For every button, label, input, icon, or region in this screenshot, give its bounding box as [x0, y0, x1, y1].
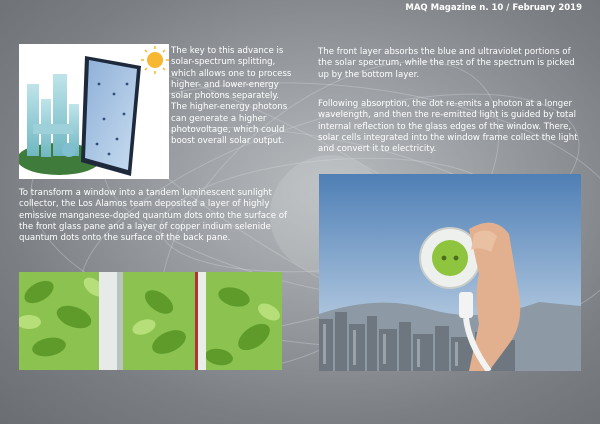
- paragraph-window-collector: To transform a window into a tandem luminescent sunlight collector, the Los Alamos team deposited a layer of highly emissive manganese-doped quantum dots onto the surface of the front glass pane and a layer of copper indium selenide quantum dots onto the surface of the back pane.: [19, 188, 288, 244]
- magazine-header: MAQ Magazine n. 10 / February 2019: [405, 3, 582, 13]
- leaves-window-photo: [19, 272, 282, 370]
- solar-window-illustration: [19, 44, 169, 179]
- paragraph-absorption: Following absorption, the dot re-emits a photon at a longer wavelength, and then the re-emitted light is guided by total internal reflection to the glass edges of the window. There, solar cells integrated into the window frame collect the light and convert it to electricity.: [318, 99, 578, 155]
- sun-icon: [141, 46, 169, 74]
- paragraph-intro: The key to this advance is solar-spectrum splitting, which allows one to process higher- and lower-energy solar photons separately. The higher-energy photons can generate a higher photovoltage, which could boost overall solar output.: [171, 46, 292, 147]
- paragraph-front-layer: The front layer absorbs the blue and ultraviolet portions of the solar spectrum, while the rest of the spectrum is picked up by the bottom layer.: [318, 47, 575, 80]
- window-solar-charger-photo: [319, 174, 581, 371]
